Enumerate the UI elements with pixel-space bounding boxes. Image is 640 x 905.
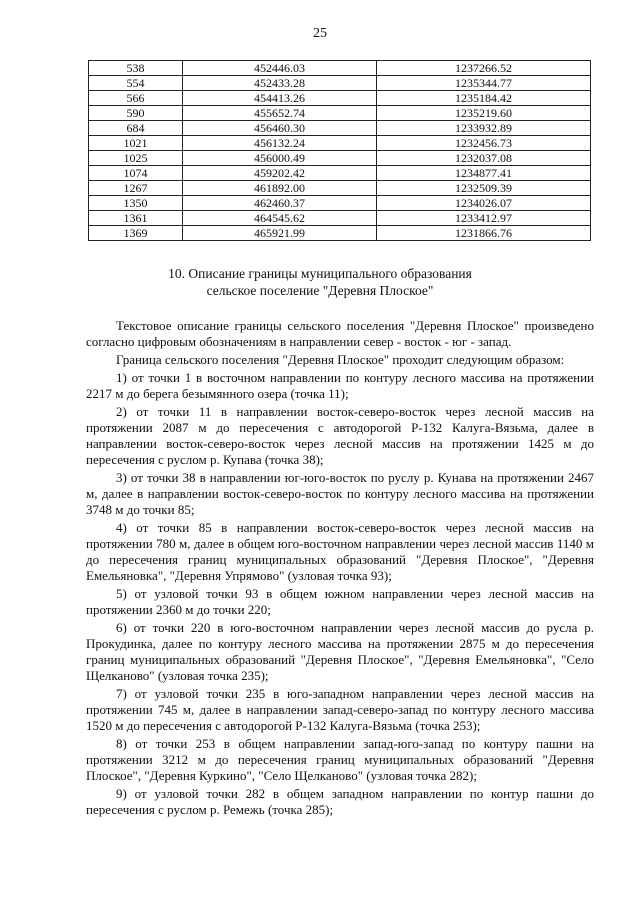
page-number: 25 bbox=[313, 26, 327, 41]
x-coordinate-cell: 465921.99 bbox=[183, 226, 377, 241]
point-number-cell: 554 bbox=[89, 76, 183, 91]
paragraph: Граница сельского поселения "Деревня Плоское" проходит следующим образом: bbox=[116, 352, 565, 367]
table-row bbox=[89, 91, 591, 106]
x-coordinate-cell: 455652.74 bbox=[183, 106, 377, 121]
y-coordinate-cell: 1234877.41 bbox=[377, 166, 591, 181]
y-coordinate-cell: 1231866.76 bbox=[377, 226, 591, 241]
paragraph: 8) от точки 253 в общем направлении запад-юго-запад по контуру пашни на протяжении 3212 м до пересечения границ муниципальных образований "Деревня Плоское", "Деревня Куркино", "Село Щелканово" (узловая точка 282); bbox=[86, 736, 594, 783]
paragraph: 3) от точки 38 в направлении юг-юго-восток по руслу р. Кунава на протяжении 2467 м, далее в направлении восток-северо-восток по контуру лесного массива на протяжении 3748 м до точки 85; bbox=[86, 470, 594, 517]
table-row bbox=[89, 226, 591, 241]
point-number-cell: 538 bbox=[89, 61, 183, 76]
table-row bbox=[89, 151, 591, 166]
y-coordinate-cell: 1237266.52 bbox=[377, 61, 591, 76]
table-row bbox=[89, 211, 591, 226]
y-coordinate-cell: 1233932.89 bbox=[377, 121, 591, 136]
point-number-cell: 1267 bbox=[89, 181, 183, 196]
x-coordinate-cell: 456132.24 bbox=[183, 136, 377, 151]
table-row bbox=[89, 181, 591, 196]
section-title-line-1: 10. Описание границы муниципального образования bbox=[168, 266, 472, 281]
x-coordinate-cell: 462460.37 bbox=[183, 196, 377, 211]
y-coordinate-cell: 1235344.77 bbox=[377, 76, 591, 91]
x-coordinate-cell: 452433.28 bbox=[183, 76, 377, 91]
point-number-cell: 1025 bbox=[89, 151, 183, 166]
point-number-cell: 590 bbox=[89, 106, 183, 121]
x-coordinate-cell: 464545.62 bbox=[183, 211, 377, 226]
paragraph: 5) от узловой точки 93 в общем южном направлении через лесной массив на протяжении 2360 м до точки 220; bbox=[86, 586, 594, 617]
y-coordinate-cell: 1233412.97 bbox=[377, 211, 591, 226]
point-number-cell: 566 bbox=[89, 91, 183, 106]
table-row bbox=[89, 76, 591, 91]
table-row bbox=[89, 106, 591, 121]
paragraph: 7) от узловой точки 235 в юго-западном направлении через лесной массив на протяжении 745 м, далее в направлении запад-северо-запад по контуру лесного массива 1520 м до пересечения с автодорогой Р-132 Калуга-Вязьма (точка 253); bbox=[86, 686, 594, 733]
paragraph: 9) от узловой точки 282 в общем западном направлении по контур пашни до пересечения с руслом р. Ремежь (точка 285); bbox=[86, 786, 594, 817]
x-coordinate-cell: 461892.00 bbox=[183, 181, 377, 196]
x-coordinate-cell: 452446.03 bbox=[183, 61, 377, 76]
table-row bbox=[89, 61, 591, 76]
x-coordinate-cell: 459202.42 bbox=[183, 166, 377, 181]
paragraph: Текстовое описание границы сельского поселения "Деревня Плоское" произведено согласно цифровым обозначениям в направлении север - восток - юг - запад. bbox=[86, 318, 594, 349]
y-coordinate-cell: 1232509.39 bbox=[377, 181, 591, 196]
paragraph: 6) от точки 220 в юго-восточном направлении через лесной массив до русла р. Прокудинка, далее по контуру лесного массива на протяжении 2875 м до пересечения границ муниципальных образований "Деревня Плоское", "Деревня Емельяновка", "Село Щелканово" (узловая точка 235); bbox=[86, 620, 594, 683]
point-number-cell: 1350 bbox=[89, 196, 183, 211]
x-coordinate-cell: 456460.30 bbox=[183, 121, 377, 136]
x-coordinate-cell: 456000.49 bbox=[183, 151, 377, 166]
table-row bbox=[89, 136, 591, 151]
y-coordinate-cell: 1232456.73 bbox=[377, 136, 591, 151]
paragraph: 1) от точки 1 в восточном направлении по контуру лесного массива на протяжении 2217 м до берега безымянного озера (точка 11); bbox=[86, 370, 594, 401]
table-row bbox=[89, 196, 591, 211]
paragraph: 2) от точки 11 в направлении восток-северо-восток через лесной массив на протяжении 2087 м до пересечения с автодорогой Р-132 Калуга-Вязьма, далее в направлении восток-северо-восток через лесной массив на протяжении 1425 м до пересечения с руслом р. Купава (точка 38); bbox=[86, 404, 594, 467]
table-row bbox=[89, 121, 591, 136]
y-coordinate-cell: 1232037.08 bbox=[377, 151, 591, 166]
x-coordinate-cell: 454413.26 bbox=[183, 91, 377, 106]
point-number-cell: 1369 bbox=[89, 226, 183, 241]
point-number-cell: 684 bbox=[89, 121, 183, 136]
table-row bbox=[89, 166, 591, 181]
point-number-cell: 1074 bbox=[89, 166, 183, 181]
coordinates-table bbox=[88, 60, 591, 241]
y-coordinate-cell: 1235184.42 bbox=[377, 91, 591, 106]
point-number-cell: 1361 bbox=[89, 211, 183, 226]
section-title-line-2: сельское поселение "Деревня Плоское" bbox=[206, 283, 434, 298]
section-title bbox=[0, 265, 640, 299]
paragraph: 4) от точки 85 в направлении восток-северо-восток через лесной массив на протяжении 780 м, далее в общем юго-восточном направлении через лесной массив 1140 м до пересечения границ муниципальных образований "Деревня Плоское", "Деревня Емельяновка", "Деревня Упрямово" (узловая точка 93); bbox=[86, 520, 594, 583]
y-coordinate-cell: 1234026.07 bbox=[377, 196, 591, 211]
point-number-cell: 1021 bbox=[89, 136, 183, 151]
boundary-description bbox=[86, 318, 594, 820]
y-coordinate-cell: 1235219.60 bbox=[377, 106, 591, 121]
